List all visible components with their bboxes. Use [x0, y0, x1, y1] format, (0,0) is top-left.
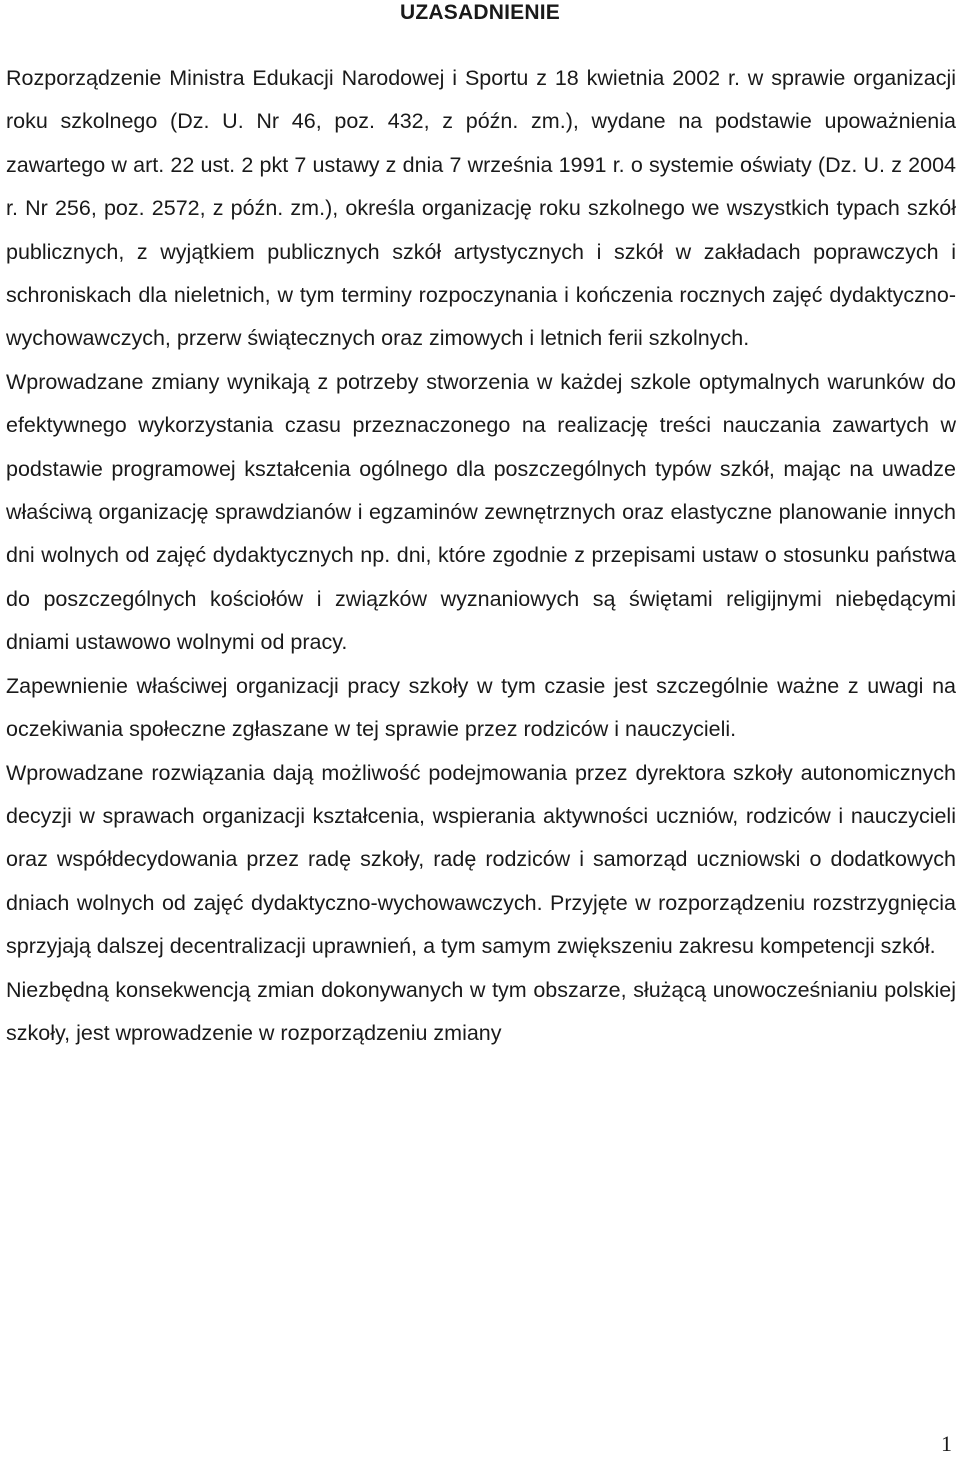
page-number: 1	[941, 1431, 952, 1456]
paragraph-legal-basis: Rozporządzenie Ministra Edukacji Narodowej i Sportu z 18 kwietnia 2002 r. w sprawie organizacji roku szkolnego (Dz. U. Nr 46, poz. 432, z późn. zm.), wydane na podstawie upoważnienia zawartego w art. 22 ust. 2 pkt 7 ustawy z dnia 7 września 1991 r. o systemie oświaty (Dz. U. z 2004 r. Nr 256, poz. 2572, z późn. zm.), określa organizację roku szkolnego we wszystkich typach szkół publicznych, z wyjątkiem publicznych szkół artystycznych i szkół w zakładach poprawczych i schroniskach dla nieletnich, w tym terminy rozpoczynania i kończenia rocznych zajęć dydaktyczno-wychowawczych, przerw świątecznych oraz zimowych i letnich ferii szkolnych.	[6, 66, 956, 351]
paragraph-changes-rationale: Wprowadzane zmiany wynikają z potrzeby stworzenia w każdej szkole optymalnych warunków do efektywnego wykorzystania czasu przeznaczonego na realizację treści nauczania zawartych w podstawie programowej kształcenia ogólnego dla poszczególnych typów szkół, mając na uwadze właściwą organizację sprawdzianów i egzaminów zewnętrznych oraz elastyczne planowanie innych dni wolnych od zajęć dydaktycznych np. dni, które zgodnie z przepisami ustaw o stosunku państwa do poszczególnych kościołów i związków wyznaniowych są świętami religijnymi niebędącymi dniami ustawowo wolnymi od pracy.	[6, 369, 956, 655]
document-title: UZASADNIENIE	[400, 1, 560, 24]
paragraph-autonomy: Wprowadzane rozwiązania dają możliwość podejmowania przez dyrektora szkoły autonomicznych decyzji w sprawach organizacji kształcenia, wspierania aktywności uczniów, rodziców i nauczycieli oraz współdecydowania przez radę szkoły, radę rodziców i samorząd uczniowski o dodatkowych dniach wolnych od zajęć dydaktyczno-wychowawczych. Przyjęte w rozporządzeniu rozstrzygnięcia sprzyjają dalszej decentralizacji uprawnień, a tym samym zwiększeniu zakresu kompetencji szkół.	[6, 760, 956, 959]
paragraph-consequence: Niezbędną konsekwencją zmian dokonywanych w tym obszarze, służącą unowocześnianiu polskiej szkoły, jest wprowadzenie w rozporządzeniu zmiany	[6, 977, 956, 1045]
document-body	[6, 57, 956, 1055]
paragraph-school-organization: Zapewnienie właściwej organizacji pracy szkoły w tym czasie jest szczególnie ważne z uwagi na oczekiwania społeczne zgłaszane w tej sprawie przez rodziców i nauczycieli.	[6, 673, 956, 742]
